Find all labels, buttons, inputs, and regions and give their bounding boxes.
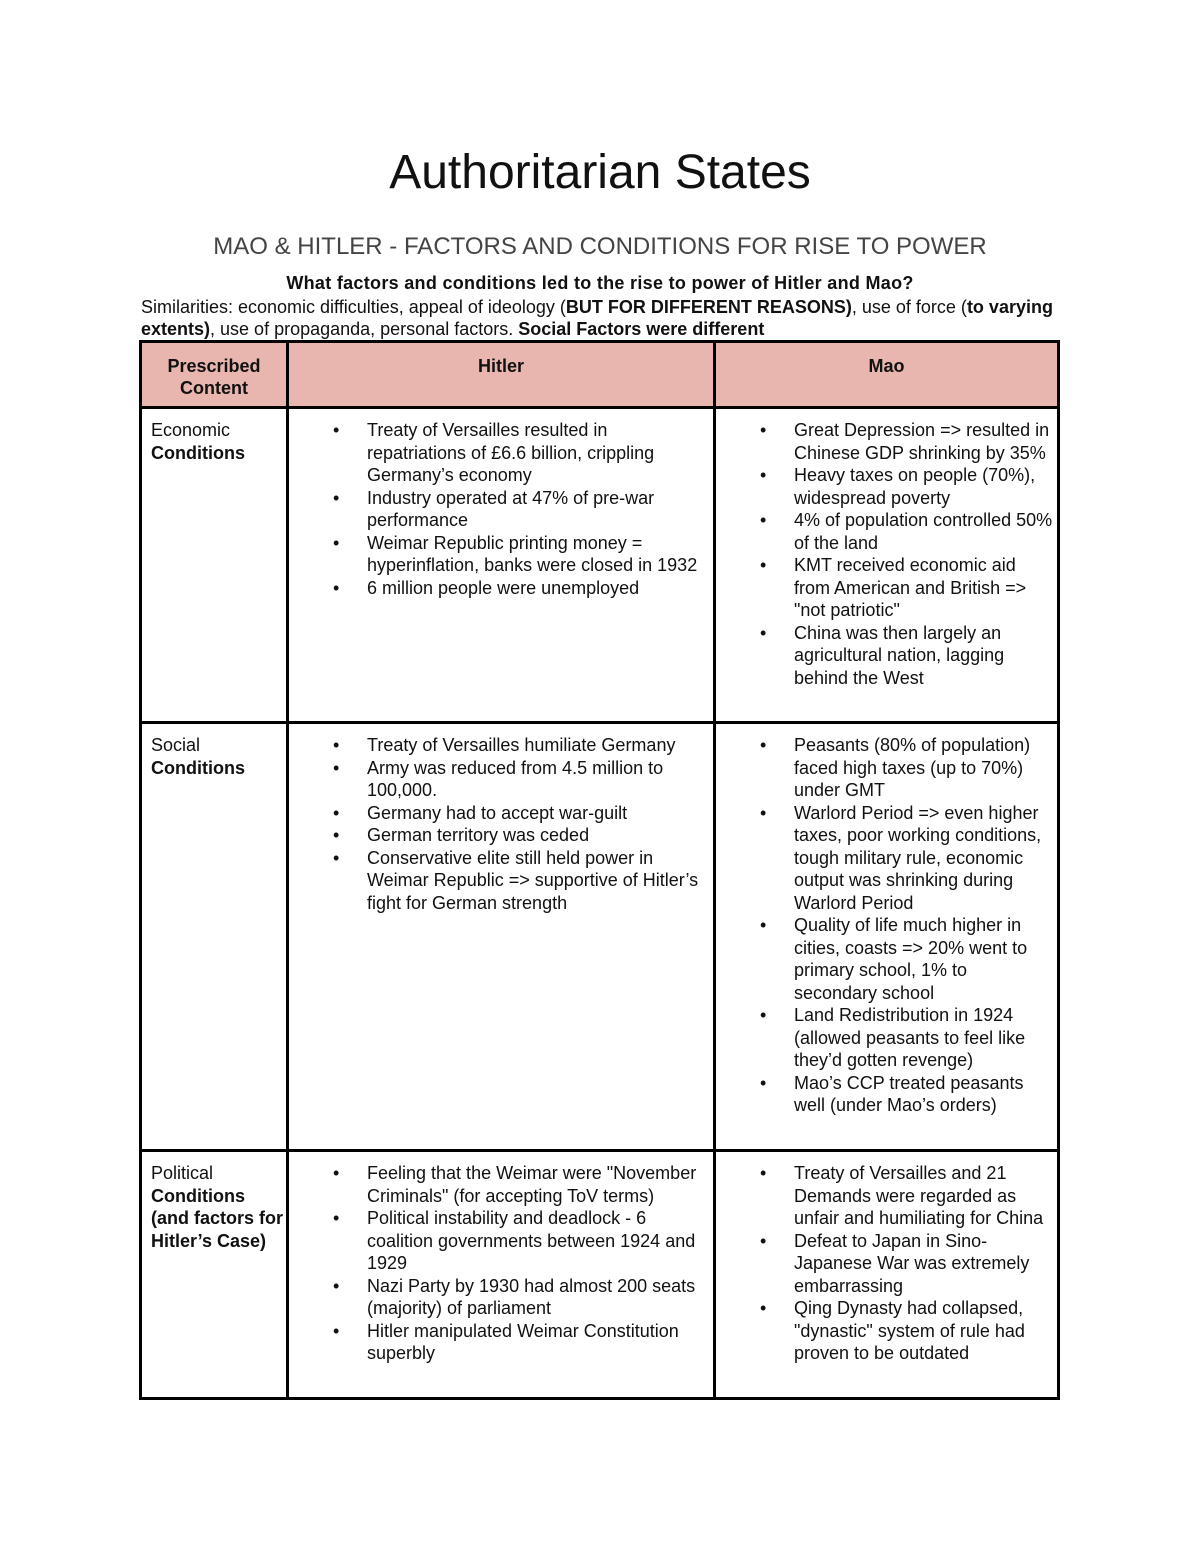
bullet-icon: • [333,487,340,508]
list-item [289,734,709,757]
list-item-text: German territory was ceded [367,825,590,845]
list-item-text: Land Redistribution in 1924 (allowed peasants to feel like they’d gotten revenge) [794,1005,1026,1070]
bullet-icon: • [760,1072,767,1093]
list-item [716,802,1053,915]
list-item [289,1162,709,1207]
list-item-text: Quality of life much higher in cities, coasts => 20% went to primary school, 1% to secondary school [794,915,1028,1003]
comparison-table [139,340,1060,1400]
hitler-bullet-list [289,1152,713,1373]
intro-text-1: Similarities: economic difficulties, appeal of ideology ( [141,297,566,317]
list-item [289,1320,709,1365]
list-item-text: Weimar Republic printing money = hyperinflation, banks were closed in 1932 [367,532,698,575]
bullet-icon: • [760,420,767,440]
table-body [141,408,1059,1399]
list-item-text: Treaty of Versailles and 21 Demands were regarded as unfair and humiliating for China [794,1163,1044,1228]
list-item-text: Army was reduced from 4.5 million to 100,000. [367,757,664,800]
list-item [289,757,709,802]
list-item [289,532,709,577]
intro-bold-3: Social Factors were different [518,319,765,339]
bullet-icon: • [333,757,340,778]
table-row [141,408,1059,723]
hitler-bullet-list [289,409,713,607]
mao-cell [715,1151,1059,1399]
bullet-icon: • [333,847,340,868]
list-item-text: Political instability and deadlock - 6 coalition governments between 1924 and 1929 [367,1208,696,1273]
mao-bullet-list [716,724,1057,1125]
header-hitler: Hitler [288,342,715,408]
page-title: Authoritarian States [389,146,811,199]
list-item [716,1297,1053,1365]
list-item [716,554,1053,622]
hitler-cell [288,1151,715,1399]
list-item [289,847,709,915]
bullet-icon: • [333,1163,340,1183]
list-item [289,824,709,847]
intro-text-2: , use of force ( [851,297,967,317]
list-item-text: Feeling that the Weimar were "November Criminals" (for accepting ToV terms) [367,1163,697,1206]
list-item [716,509,1053,554]
intro-bold-2: to varying extents) [141,297,1053,339]
intro-text-3: , use of propaganda, personal factors. [210,319,519,339]
bullet-icon: • [333,735,340,755]
list-item [716,622,1053,690]
bullet-icon: • [333,802,340,823]
mao-bullet-list [716,409,1057,697]
list-item-text: 4% of population controlled 50% of the land [794,510,1053,553]
bullet-icon: • [333,825,340,845]
list-item-text: Great Depression => resulted in Chinese GDP shrinking by 35% [794,420,1050,463]
bullet-icon: • [760,1230,767,1251]
list-item-text: Defeat to Japan in Sino-Japanese War was extremely embarrassing [794,1230,1030,1296]
hitler-cell [288,408,715,723]
list-item-text: Conservative elite still held power in Weimar Republic => supportive of Hitler’s fight for German strength [367,847,699,913]
row-category-bold-label: Conditions [151,442,245,463]
mao-cell [715,723,1059,1151]
bullet-icon: • [333,577,340,598]
bullet-icon: • [760,1163,767,1183]
row-category [141,1151,288,1399]
bullet-icon: • [333,1208,340,1228]
mao-bullet-list [716,1152,1057,1373]
list-item-text: Mao’s CCP treated peasants well (under Mao’s orders) [794,1072,1024,1115]
list-item-text: Qing Dynasty had collapsed, "dynastic" system of rule had proven to be outdated [794,1298,1025,1363]
row-category-label: Economic [151,420,231,440]
hitler-cell [288,723,715,1151]
bullet-icon: • [760,622,767,643]
list-item-text: China was then largely an agricultural nation, lagging behind the West [794,622,1005,688]
similarities-intro [141,296,1061,340]
row-category [141,408,288,723]
bullet-icon: • [760,555,767,575]
list-item [289,1207,709,1275]
bullet-icon: • [760,510,767,530]
list-item-text: Treaty of Versailles resulted in repatriations of £6.6 billion, crippling Germany’s economy [367,420,655,485]
list-item [716,1162,1053,1230]
row-category [141,723,288,1151]
page-subtitle: MAO & HITLER - FACTORS AND CONDITIONS FOR RISE TO POWER [213,233,987,260]
list-item [716,734,1053,802]
guiding-question: What factors and conditions led to the rise to power of Hitler and Mao? [286,273,914,293]
bullet-icon: • [760,915,767,935]
hitler-bullet-list [289,724,713,922]
bullet-icon: • [333,532,340,553]
list-item-text: Industry operated at 47% of pre-war performance [367,487,655,530]
list-item [716,914,1053,1004]
bullet-icon: • [760,735,767,755]
list-item [289,577,709,600]
header-prescribed-content: Prescribed Content [141,342,288,408]
table-row [141,723,1059,1151]
bullet-icon: • [760,465,767,485]
list-item [716,1230,1053,1298]
list-item [289,419,709,487]
list-item-text: Hitler manipulated Weimar Constitution superbly [367,1320,679,1363]
list-item-text: Nazi Party by 1930 had almost 200 seats (majority) of parliament [367,1275,696,1318]
row-category-label: Political [151,1163,214,1183]
list-item [289,1275,709,1320]
list-item-text: Heavy taxes on people (70%), widespread poverty [794,465,1036,508]
list-item-text: KMT received economic aid from American and British => "not patriotic" [794,555,1027,620]
list-item [716,419,1053,464]
bullet-icon: • [333,1275,340,1296]
list-item [716,1072,1053,1117]
bullet-icon: • [333,420,340,440]
list-item-text: Treaty of Versailles humiliate Germany [367,735,676,755]
list-item [289,802,709,825]
row-category-bold-label: Conditions [151,757,245,778]
list-item-text: Warlord Period => even higher taxes, poor working conditions, tough military rule, economic output was shrinking during Warlord Period [794,802,1042,913]
header-mao: Mao [715,342,1059,408]
row-category-label: Social [151,735,201,755]
table-row [141,1151,1059,1399]
mao-cell [715,408,1059,723]
list-item [289,487,709,532]
list-item [716,464,1053,509]
list-item-text: Peasants (80% of population) faced high taxes (up to 70%) under GMT [794,735,1031,800]
list-item-text: 6 million people were unemployed [367,577,640,598]
bullet-icon: • [760,1298,767,1318]
bullet-icon: • [333,1320,340,1341]
table-header-row [141,342,1059,408]
intro-bold-1: BUT FOR DIFFERENT REASONS) [565,297,852,317]
row-category-bold-label: Conditions (and factors for Hitler’s Case) [151,1185,284,1251]
bullet-icon: • [760,1005,767,1025]
bullet-icon: • [760,802,767,823]
list-item [716,1004,1053,1072]
list-item-text: Germany had to accept war-guilt [367,802,628,823]
